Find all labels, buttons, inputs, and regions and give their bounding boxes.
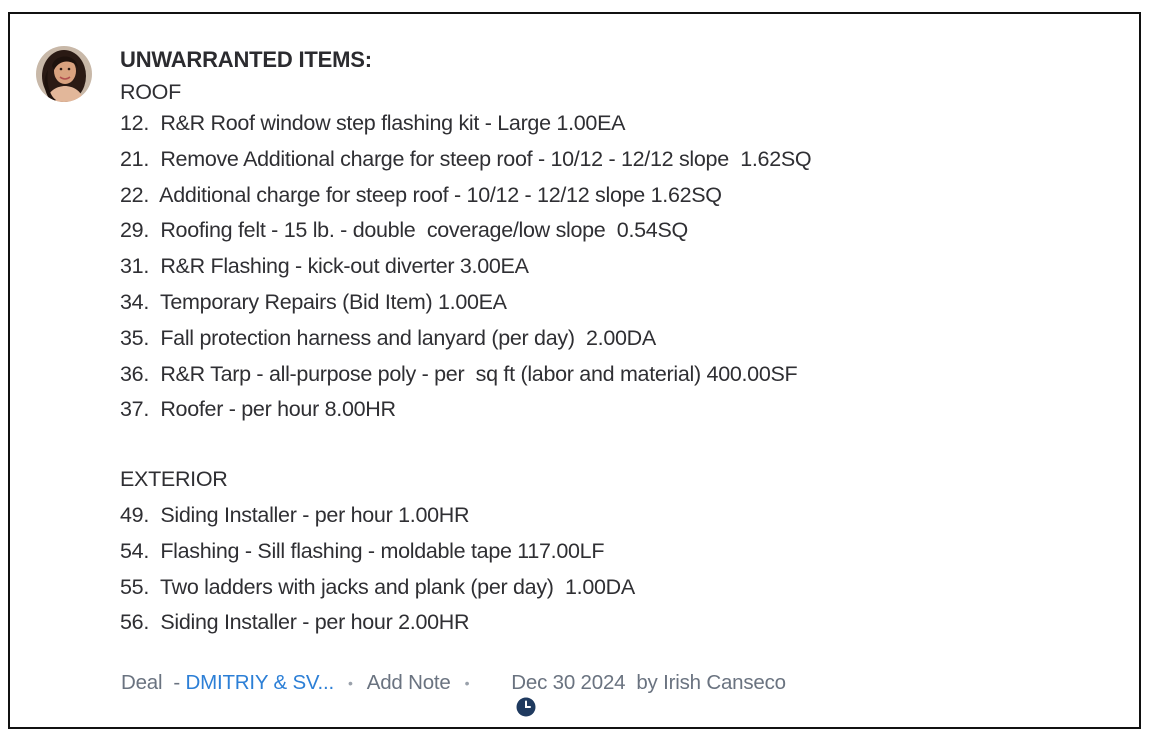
note-author: Irish Canseco	[663, 671, 786, 694]
line-item: 49. Siding Installer - per hour 1.00HR	[120, 502, 470, 527]
separator-dot: •	[348, 675, 353, 691]
line-item: 56. Siding Installer - per hour 2.00HR	[120, 610, 470, 635]
line-item: 35. Fall protection harness and lanyard (per day) 2.00DA	[120, 325, 656, 350]
line-item: 21. Remove Additional charge for steep roof - 10/12 - 12/12 slope 1.62SQ	[120, 146, 812, 171]
line-item: 31. R&R Flashing - kick-out diverter 3.00EA	[120, 254, 529, 279]
line-item: 37. Roofer - per hour 8.00HR	[120, 397, 396, 422]
deal-prefix: Deal -	[121, 671, 186, 694]
section-label-roof: ROOF	[120, 80, 181, 104]
avatar-image	[36, 46, 92, 102]
avatar[interactable]	[36, 46, 92, 102]
line-item: 36. R&R Tarp - all-purpose poly - per sq ft (labor and material) 400.00SF	[120, 361, 798, 386]
note-content	[120, 46, 1119, 641]
line-item: 22. Additional charge for steep roof - 10/12 - 12/12 slope 1.62SQ	[120, 182, 722, 207]
line-item: 54. Flashing - Sill flashing - moldable tape 117.00LF	[120, 538, 605, 563]
line-item: 34. Temporary Repairs (Bid Item) 1.00EA	[120, 289, 507, 314]
line-item: 12. R&R Roof window step flashing kit - Large 1.00EA	[120, 111, 626, 135]
add-note-link[interactable]: Add Note	[366, 671, 451, 694]
note-title: UNWARRANTED ITEMS:	[120, 47, 372, 72]
deal-link[interactable]: DMITRIY & SV...	[185, 671, 335, 694]
note-date: Dec 30 2024	[511, 671, 626, 694]
line-item: 29. Roofing felt - 15 lb. - double coverage/low slope 0.54SQ	[120, 218, 688, 243]
separator-dot: •	[464, 675, 470, 691]
section-label-exterior: EXTERIOR	[120, 467, 228, 492]
clock-icon	[483, 673, 503, 693]
section-spacer	[120, 428, 1119, 462]
note-footer	[121, 668, 786, 698]
by-label: by	[636, 671, 658, 694]
line-item: 55. Two ladders with jacks and plank (per day) 1.00DA	[120, 574, 635, 599]
note-card	[8, 12, 1141, 729]
